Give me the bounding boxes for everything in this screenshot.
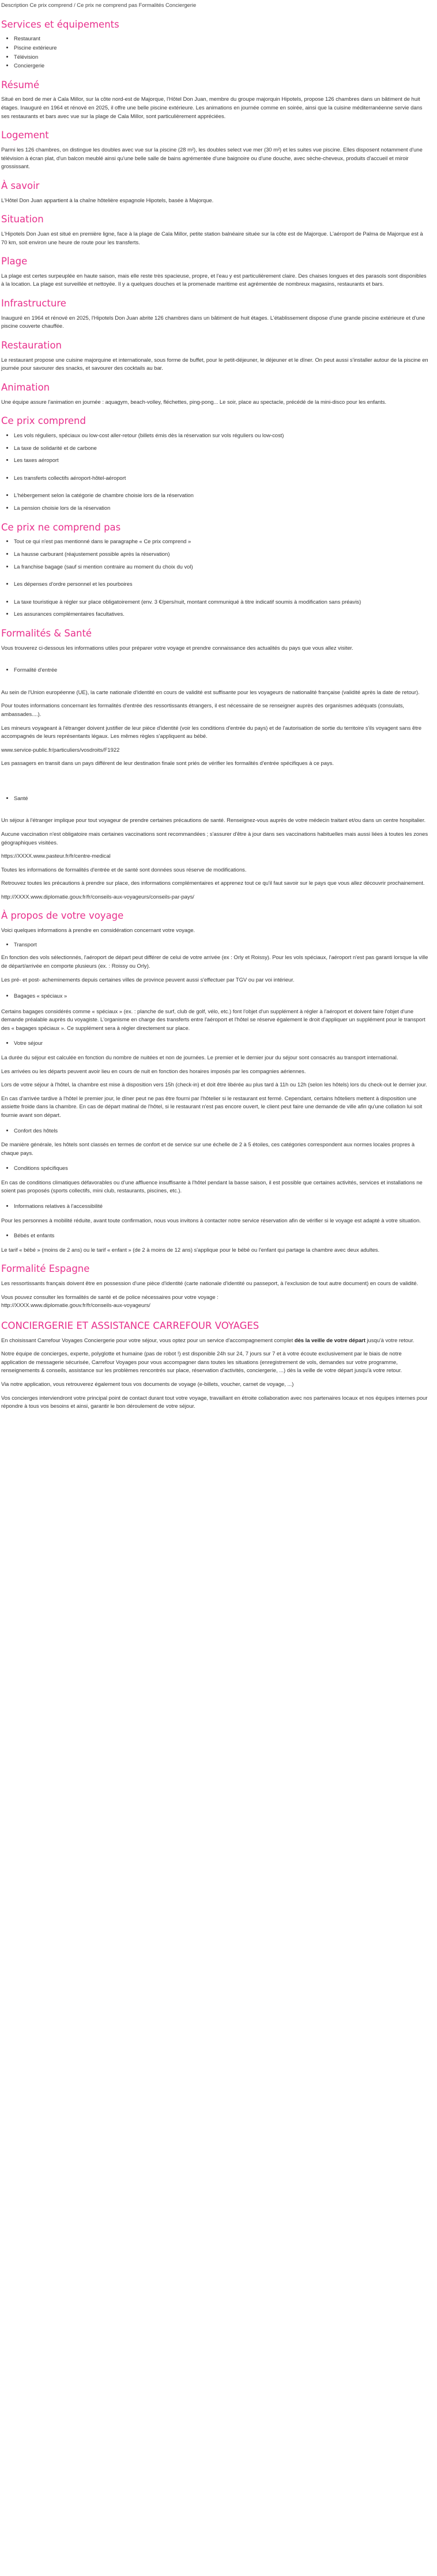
apropos-t2: Les pré- et post- acheminements depuis certaines villes de province peuvent aussi s'effectuer par TGV ou par voi intérieur. xyxy=(1,976,295,983)
sejour-bullet xyxy=(14,1039,429,1048)
transport-bullet xyxy=(14,941,429,949)
list-item: • Votre séjour xyxy=(14,1039,429,1048)
conciergerie-p2: Notre équipe de concierges, experte, polyglotte et humaine (pas de robot !) est disponible 24h sur 24, 7 jours sur 7 et à votre écoute exclusivement par le biais de notre application de messagerie sécurisée, Carrefour Voyages pour vous accompagner dans toutes les situations (enregistrement de vols, demandes sur votre programme, renseignements & conseils, assistance sur les problèmes rencontrés sur place, réservation d'activités, conciergerie, ...) dès la veille de votre départ jusqu'à votre retour. xyxy=(1,1350,402,1374)
formalites-p7: Toutes les informations de formalités d'entrée et de santé sont données sous réserve de modifications. xyxy=(1,866,247,873)
espagne-p1: Les ressortissants français doivent être en possession d'une pièce d'identité (carte nationale d'identité ou passeport, à l'exclusion de tout autre document) en cours de validité. xyxy=(1,1280,419,1287)
conciergerie-p1-start: En choisissant Carrefour Voyages Conciergerie pour votre séjour, vous optez pour un service d'accompagnement complet xyxy=(1,1336,295,1343)
resume-text: Situé en bord de mer à Cala Millor, sur la côte nord-est de Majorque, l'Hôtel Don Juan, membre du groupe majorquin Hipotels, propose 126 chambres dans un bâtiment de huit étages. Inauguré en 1964 et rénové en 2025, il offre une belle piscine extérieure. Les animations en journée comme en soirée, ainsi que la cuisine méditerranéenne servie dans ses restaurants et bars avec vue sur la plage de Cala Millor, sont particulièrement appréciées. xyxy=(1,96,423,119)
list-item: • Les dépenses d'ordre personnel et les pourboires xyxy=(14,580,429,589)
apropos-s3: Lors de votre séjour à l'hôtel, la chambre est mise à disposition vers 15h (check-in) et doit être libérée au plus tard à 11h ou 12h (selon les hôtels) lors du check-out le dernier jour. xyxy=(1,1081,427,1088)
infrastructure-text: Inauguré en 1964 et rénové en 2025, l'Hipotels Don Juan abrite 126 chambres dans un bâtiment de huit étages. L'établissement dispose d'une grande piscine extérieure et d'une piscine couverte chauffée. xyxy=(1,314,425,329)
bebes-bullet xyxy=(14,1232,429,1240)
conciergerie-p3: Via notre application, vous retrouverez également tous vos documents de voyage (e-billets, voucher, carnet de voyage, ...) xyxy=(1,1380,294,1387)
apropos-b1: Certains bagages considérés comme « spéciaux » (ex. : planche de surf, club de golf, vélo, etc.) font l'objet d'un supplément à régler à l'aéroport et doivent faire l'objet d'une demande préalable auprès du voyagiste. L'organisme en charge des transferts entre l'aéroport et l'hôtel se réserve également le droit d'appliquer un supplément pour le transport des « bagages spéciaux ». Ce supplément sera à régler directement sur place. xyxy=(1,1007,425,1031)
list-item: • Les assurances complémentaires facultatives. xyxy=(14,610,429,619)
apropos-s2: Les arrivées ou les départs peuvent avoir lieu en cours de nuit en fonction des horaires imposés par les compagnies aériennes. xyxy=(1,1067,306,1074)
list-item: • La pension choisie lors de la réservation xyxy=(14,504,429,513)
list-item: • La taxe de solidarité et de carbone xyxy=(14,444,429,453)
savoir-text: L'Hôtel Don Juan appartient à la chaîne hôtelière espagnole Hipotels, basée à Majorque. xyxy=(1,196,214,203)
list-item: • La hausse carburant (réajustement possible après la réservation) xyxy=(14,550,429,559)
apropos-co1: En cas de conditions climatiques défavorables ou d'une affluence insuffisante à l'hôtel pendant la basse saison, il est possible que certaines activités, services et installations ne soient pas proposés (sports collectifs, mini club, restaurants, piscines, etc.). xyxy=(1,1179,423,1194)
conciergerie-title: CONCIERGERIE ET ASSISTANCE CARREFOUR VOYAGES xyxy=(1,1320,259,1331)
list-item: • Télévision xyxy=(14,53,429,62)
animation-title: Animation xyxy=(1,381,50,393)
formalites-p3: Les mineurs voyageant à l'étranger doivent justifier de leur pièce d'identité (voir les conditions d'entrée du pays) et de l'autorisation de sortie du territoire s'ils voyagent sans être accompagnés de leurs représentants légaux. Les mêmes règles s'appliquent au bébé. xyxy=(1,724,422,740)
list-item: • La taxe touristique à régler sur place obligatoirement (env. 3 €/pers/nuit, montant communiqué à titre indicatif soumis à modification sans préavis) xyxy=(14,598,429,607)
resume-title: Résumé xyxy=(1,79,40,90)
formalites-p1: Au sein de l'Union européenne (UE), la carte nationale d'identité en cours de validité est suffisante pour les voyageurs de nationalité française (validité après la date de retour). xyxy=(1,688,420,695)
ne-comprend-list xyxy=(1,537,429,618)
list-item: • Tout ce qui n'est pas mentionné dans le paragraphe « Ce prix comprend » xyxy=(14,537,429,546)
formalites-p8: Retrouvez toutes les précautions à prendre sur place, des informations complémentaires et apprenez tout ce qu'il faut savoir sur le pays que vous allez découvrir prochainement. xyxy=(1,880,425,887)
formalites-p6: Aucune vaccination n'est obligatoire mais certaines vaccinations sont recommandées ; s'assurer d'être à jour dans ses vaccinations habituelles mais aussi liées à toutes les zones géographiques visitées. xyxy=(1,831,428,846)
apropos-s4: En cas d'arrivée tardive à l'hôtel le premier jour, le dîner peut ne pas être fourni par l'hôtelier si le restaurant est fermé. Cependant, certains hôteliers mettent à disposition une assiette froide dans la chambre. En cas de départ matinal de l'hôtel, si le restaurant n'est pas encore ouvert, le client peut faire une demande de ville afin qu'une collation lui soit fournie avant son départ. xyxy=(1,1094,423,1118)
list-item: • Bagages « spéciaux » xyxy=(14,992,429,1001)
apropos-intro: Voici quelques informations à prendre en considération concernant votre voyage. xyxy=(1,927,195,934)
confort-bullet xyxy=(14,1127,429,1135)
restauration-title: Restauration xyxy=(1,339,62,351)
apropos-be1: Le tarif « bébé » (moins de 2 ans) ou le tarif « enfant » (de 2 à moins de 12 ans) s'applique pour le bébé ou l'enfant qui partage la chambre avec deux adultes. xyxy=(1,1246,380,1253)
conditions-bullet xyxy=(14,1164,429,1173)
conciergerie-p4: Vos concierges interviendront votre principal point de contact durant tout votre voyage, travaillant en étroite collaboration avec nos partenaires locaux et nos équipes internes pour répondre à tous vos besoins et ainsi, garantir le bon déroulement de votre séjour. xyxy=(1,1394,428,1410)
formalites-p4: Les passagers en transit dans un pays différent de leur destination finale sont priés de vérifier les formalités d'entrée spécifiques à ce pays. xyxy=(1,760,334,767)
apropos-a1: Pour les personnes à mobilité réduite, avant toute confirmation, nous vous invitons à contacter notre service réservation afin de vérifier si le voyage est adapté à votre situation. xyxy=(1,1217,421,1223)
services-list xyxy=(1,35,429,70)
animation-text: Une équipe assure l'animation en journée : aquagym, beach-volley, fléchettes, ping-pong... Le soir, place au spectacle, précédé de la mini-disco pour les enfants. xyxy=(1,398,387,405)
plage-text: La plage est certes surpeuplée en haute saison, mais elle reste très spacieuse, propre, et l'eau y est particulièrement claire. Des chaises longues et des parasols sont disponibles à la location. La plage est surveillée et nettoyée. Il y a quelques douches et la promenade maritime est agrémentée de nombreux magasins, restaurants et bars. xyxy=(1,272,427,287)
restauration-text: Le restaurant propose une cuisine majorquine et internationale, sous forme de buffet, pour le petit-déjeuner, le déjeuner et le dîner. On peut aussi s'installer autour de la piscine en journée pour savourer des snacks, et savourer des cocktails au bar. xyxy=(1,356,428,372)
conciergerie-p1-end: jusqu'à votre retour. xyxy=(365,1336,415,1343)
conciergerie-p1 xyxy=(1,1336,429,1345)
ne-comprend-title: Ce prix ne comprend pas xyxy=(1,521,121,533)
formalites-entree-bullet xyxy=(14,666,429,675)
list-item: • Piscine extérieure xyxy=(14,44,429,52)
comprend-list xyxy=(1,431,429,512)
formalites-link1[interactable]: www.service-public.fr/particuliers/vosdroits/F1922 xyxy=(1,746,120,753)
formalites-p2: Pour toutes informations concernant les formalités d'entrée des ressortissants étrangers, il est nécessaire de se renseigner auprès des organismes adéquats (consulats, ambassades....). xyxy=(1,702,405,717)
apropos-c1: De manière générale, les hôtels sont classés en termes de confort et de service sur une échelle de 2 à 5 étoiles, ces catégories correspondent aux normes locales propres à chaque pays. xyxy=(1,1141,415,1156)
savoir-title: À savoir xyxy=(1,180,40,191)
list-item: • La franchise bagage (sauf si mention contraire au moment du choix du vol) xyxy=(14,563,429,571)
apropos-t1: En fonction des vols sélectionnés, l'aéroport de départ peut différer de celui de votre arrivée (ex : Orly et Roissy). Pour les vols spéciaux, l'aéroport n'est pas garanti lorsque la ville de départ/arrivée en comporte plusieurs (ex. : Roissy ou Orly). xyxy=(1,954,428,969)
list-item: • Restaurant xyxy=(14,35,429,43)
list-item: • Les transferts collectifs aéroport-hôtel-aéroport xyxy=(14,474,429,483)
formalites-link3[interactable]: http://XXXX.www.diplomatie.gouv.fr/fr/conseils-aux-voyageurs/conseils-par-pays/ xyxy=(1,893,194,900)
services-title: Services et équipements xyxy=(1,18,119,30)
list-item: • Conditions spécifiques xyxy=(14,1164,429,1173)
espagne-link[interactable]: http://XXXX.www.diplomatie.gouv.fr/fr/conseils-aux-voyageurs/ xyxy=(1,1302,150,1309)
bagages-bullet xyxy=(14,992,429,1001)
situation-title: Situation xyxy=(1,214,44,225)
sante-bullet xyxy=(14,794,429,803)
logement-title: Logement xyxy=(1,130,49,141)
list-item: • Les vols réguliers, spéciaux ou low-cost aller-retour (billets émis dès la réservation sur vols réguliers ou low-cost) xyxy=(14,431,429,440)
list-item: • Confort des hôtels xyxy=(14,1127,429,1135)
apropos-title: À propos de votre voyage xyxy=(1,910,124,922)
espagne-title: Formalité Espagne xyxy=(1,1263,90,1275)
apropos-s1: La durée du séjour est calculée en fonction du nombre de nuitées et non de journées. Le premier et le dernier jour du séjour sont consacrés au transport international. xyxy=(1,1054,398,1061)
infrastructure-title: Infrastructure xyxy=(1,298,66,309)
list-item: • L'hébergement selon la catégorie de chambre choisie lors de la réservation xyxy=(14,491,429,500)
list-item: • Les taxes aéroport xyxy=(14,456,429,465)
logement-text: Parmi les 126 chambres, on distingue les doubles avec vue sur la piscine (28 m²), les doubles select vue mer (30 m²) et les suites vue piscine. Elles disposent notamment d'une télévision à écran plat, d'un balcon meublé ainsi qu'une belle salle de bains agrémentée d'une baignoire ou d'une douche, avec sèche-cheveux, produits d'accueil et miroir grossissant. xyxy=(1,146,423,170)
situation-text: L'Hipotels Don Juan est situé en première ligne, face à la plage de Cala Millor, petite station balnéaire située sur la côte est de Majorque. L'aéroport de Palma de Majorque est à 70 km, soit environ une heure de route pour les transferts. xyxy=(1,230,423,245)
list-item: • Informations relatives à l'accessibilité xyxy=(14,1202,429,1211)
list-item: • Santé xyxy=(14,794,429,803)
list-item: • Bébés et enfants xyxy=(14,1232,429,1240)
list-item: • Transport xyxy=(14,941,429,949)
access-bullet xyxy=(14,1202,429,1211)
formalites-intro: Vous trouverez ci-dessous les informations utiles pour préparer votre voyage et prendre connaissance des actualités du pays que vous allez visiter. xyxy=(1,644,353,651)
formalites-title: Formalités & Santé xyxy=(1,627,92,639)
description-line: Description Ce prix comprend / Ce prix ne comprend pas Formalités Conciergerie xyxy=(1,2,197,8)
espagne-p2 xyxy=(1,1293,429,1310)
conciergerie-p1-bold: dès la veille de votre départ xyxy=(294,1336,366,1343)
formalites-link2[interactable]: https://XXXX.www.pasteur.fr/fr/centre-medical xyxy=(1,853,111,859)
plage-title: Plage xyxy=(1,256,28,267)
formalites-p5: Un séjour à l'étranger implique pour tout voyageur de prendre certaines précautions de santé. Renseignez-vous auprès de votre médecin traitant et/ou dans un centre hospitalier. xyxy=(1,817,426,824)
list-item: • Conciergerie xyxy=(14,62,429,70)
list-item: • Formalité d'entrée xyxy=(14,666,429,675)
espagne-p2-text: Vous pouvez consulter les formalités de santé et de police nécessaires pour votre voyage : xyxy=(1,1293,218,1300)
comprend-title: Ce prix comprend xyxy=(1,415,86,427)
